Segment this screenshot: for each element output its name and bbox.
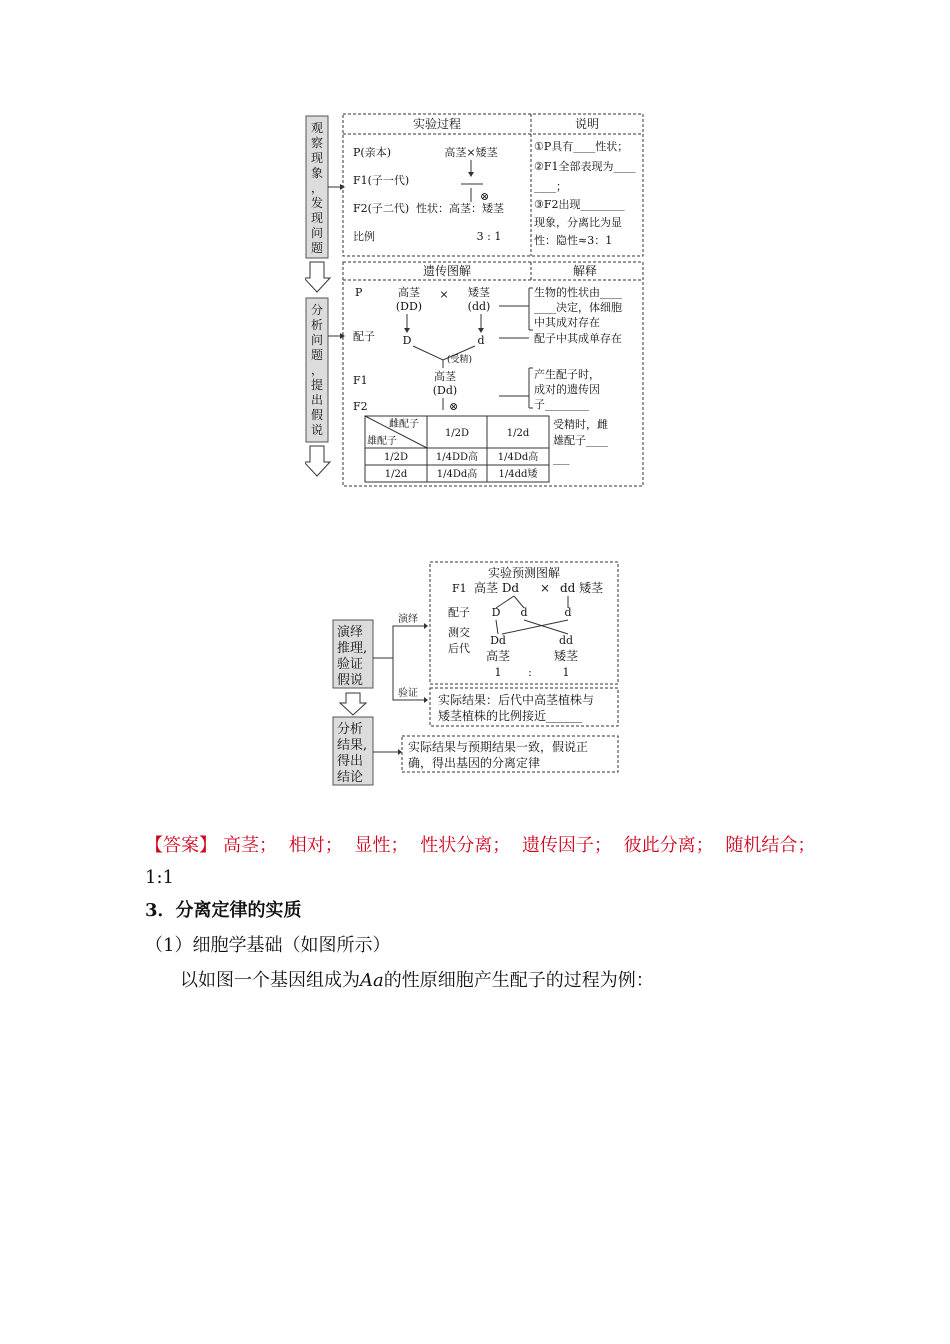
step-conclude-4: 结论 <box>337 770 364 785</box>
pred-gamete-label: 配子 <box>448 606 470 619</box>
answer-item: 遗传因子； <box>521 835 612 856</box>
step-char: 观 <box>310 121 324 135</box>
punnett-cell: 1/4DD高 <box>435 452 479 463</box>
answer-item: 彼此分离； <box>623 835 714 856</box>
punnett-col: 1/2d <box>506 428 530 439</box>
explain-1a: 生物的性状由____ <box>534 286 622 299</box>
step-char: 问 <box>310 226 324 240</box>
fertilization-label: (受精) <box>447 355 473 365</box>
explain-1c: 中其成对存在 <box>534 316 600 329</box>
answer-item: 相对； <box>288 835 343 856</box>
answer-item: 1:1 <box>145 867 174 888</box>
f1-label: F1 <box>353 374 368 387</box>
explain-4c: ___ <box>553 452 570 465</box>
answer-label: 【答案】 <box>145 835 217 856</box>
step-char: 问 <box>310 333 324 347</box>
gamete-D: D <box>402 334 412 347</box>
step-conclude-3: 得出 <box>337 754 364 769</box>
punnett-cell: 1/4dd矮 <box>498 469 538 480</box>
explain-1b: ____决定，体细胞 <box>534 301 622 314</box>
subheading: （1）细胞学基础（如图所示） <box>145 935 391 956</box>
step-deduce-4: 假说 <box>337 673 364 688</box>
step-char: 说 <box>310 423 324 437</box>
conclusion-1: 实际结果与预期结果一致，假说正 <box>408 740 589 754</box>
section-heading: 3．分离定律的实质 <box>145 900 302 921</box>
f1-pheno: 高茎 <box>434 370 456 383</box>
conclusion-2: 确，得出基因的分离定律 <box>408 756 541 770</box>
pred-off-dd: dd <box>558 634 574 647</box>
parent-tall: 高茎 <box>398 286 420 299</box>
row-f1-label: F1(子一代) <box>353 174 410 187</box>
figure-2-testcross <box>330 560 625 790</box>
gamete-label: 配子 <box>353 330 375 343</box>
step-conclude-1: 分析 <box>337 722 364 737</box>
header-diagram: 遗传图解 <box>422 264 472 278</box>
pred-dd-dwarf: dd 矮茎 <box>560 581 604 595</box>
row-f2-trait: 性状：高茎：矮茎 <box>416 202 504 215</box>
corner-female: 雌配子 <box>389 419 419 430</box>
pred-g-D: D <box>491 606 501 619</box>
row-ratio-value: 3 : 1 <box>476 230 502 243</box>
step-deduce-3: 验证 <box>337 657 364 672</box>
gamete-d: d <box>477 334 485 347</box>
row-p-label: P(亲本) <box>353 146 391 159</box>
step-char: 提 <box>310 378 324 392</box>
parent-tall-geno: (DD) <box>395 300 423 313</box>
cross-symbol: × <box>439 288 449 301</box>
pred-off-Dd: Dd <box>490 634 506 647</box>
down-arrow-icon <box>305 446 330 476</box>
selfing-icon: ⊗ <box>480 190 490 203</box>
down-arrow-icon <box>340 693 366 715</box>
parent-dwarf: 矮茎 <box>468 286 490 299</box>
parent-dwarf-geno: (dd) <box>467 300 491 313</box>
selfing-icon: ⊗ <box>449 400 459 413</box>
note-1: ①P具有____性状； <box>534 140 629 153</box>
pred-ratio-colon: : <box>528 666 532 679</box>
pred-f1-label: F1 <box>452 582 467 595</box>
step-char: 现 <box>310 211 324 225</box>
answer-item: 性状分离； <box>420 835 511 856</box>
note-3a: ③F2出现________ <box>534 198 625 211</box>
pred-off-tall: 高茎 <box>485 649 511 663</box>
header-note: 说明 <box>574 117 600 131</box>
f2-label: F2 <box>353 400 368 413</box>
note-2b: ____； <box>534 180 567 193</box>
explain-3b: 成对的遗传因 <box>534 383 600 396</box>
actual-result-1: 实际结果：后代中高茎植株与 <box>438 693 595 707</box>
step-observe-text <box>311 121 323 255</box>
explain-2: 配子中其成单存在 <box>534 332 622 345</box>
step-deduce-1: 演绎 <box>337 625 364 640</box>
answer-block <box>145 830 825 894</box>
step-conclude-2: 结果, <box>337 738 368 753</box>
f1-geno: (Dd) <box>432 384 458 397</box>
note-3c: 性：隐性≈3：1 <box>534 234 613 247</box>
step-char: 分 <box>310 303 324 317</box>
step-char: 现 <box>310 151 324 165</box>
punnett-cell: 1/4Dd高 <box>436 469 478 480</box>
punnett-row-head: 1/2d <box>384 469 408 480</box>
punnett-cell: 1/4Dd高 <box>497 452 539 463</box>
pred-testcross-2: 后代 <box>448 642 470 655</box>
explain-3a: 产生配子时， <box>534 368 600 381</box>
answer-item: 高茎； <box>223 835 277 856</box>
step-char: 察 <box>310 136 324 150</box>
step-char: ， <box>310 181 324 195</box>
branch-verify: 验证 <box>398 688 418 699</box>
answer-item: 随机结合； <box>725 835 816 856</box>
explain-4a: 受精时，雌 <box>553 418 608 431</box>
branch-deduce: 演绎 <box>398 614 418 625</box>
figure-1-mendel-experiment <box>305 112 645 488</box>
step-char: 析 <box>310 318 324 332</box>
step-char: ， <box>310 363 324 377</box>
pred-testcross-1: 测交 <box>448 626 470 639</box>
corner-male: 雄配子 <box>367 436 397 447</box>
answer-item: 显性； <box>354 835 409 856</box>
step-char: 发 <box>310 196 324 210</box>
step-deduce-2: 推理, <box>337 641 368 656</box>
predict-title: 实验预测图解 <box>487 566 561 580</box>
pred-ratio-2: 1 <box>562 666 570 679</box>
header-process: 实验过程 <box>412 117 462 131</box>
explain-4b: 雄配子____ <box>553 434 608 447</box>
pred-ratio-1: 1 <box>494 666 502 679</box>
header-explain: 解释 <box>572 264 598 278</box>
punnett-row-head: 1/2D <box>383 452 409 463</box>
pred-g-d1: d <box>520 606 528 619</box>
step-analyze-text <box>311 302 323 437</box>
note-2a: ②F1全部表现为____ <box>534 160 636 173</box>
step-char: 出 <box>310 393 324 407</box>
punnett-col: 1/2D <box>444 428 470 439</box>
step-char: 假 <box>310 408 324 422</box>
pred-cross: × <box>540 581 551 595</box>
row-f2-label: F2(子二代) <box>353 202 410 215</box>
row-p-cross: 高茎×矮茎 <box>444 146 498 159</box>
pred-off-dwarf: 矮茎 <box>553 649 579 663</box>
step-char: 题 <box>310 241 324 255</box>
step-char: 题 <box>310 348 324 362</box>
pred-g-d2: d <box>564 606 572 619</box>
paragraph: 以如图一个基因组成为Aa的性原细胞产生配子的过程为例： <box>180 970 654 991</box>
p-label: P <box>355 286 363 299</box>
explain-3c: 子________ <box>534 398 589 411</box>
down-arrow-icon <box>305 262 330 292</box>
step-char: 象 <box>310 166 324 180</box>
pred-f1-tall: 高茎 Dd <box>474 581 520 595</box>
actual-result-2: 矮茎植株的比例接近______ <box>438 709 583 723</box>
row-ratio-label: 比例 <box>353 230 375 243</box>
note-3b: 现象，分离比为显 <box>534 216 622 229</box>
